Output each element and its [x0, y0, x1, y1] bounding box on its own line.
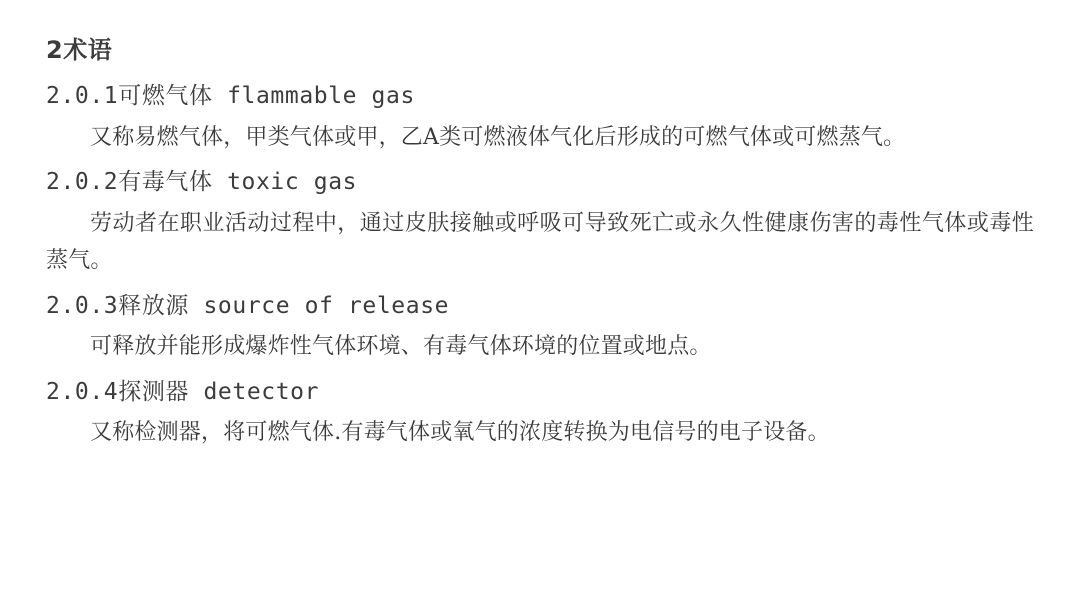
term-heading: 2.0.2有毒气体 toxic gas	[46, 169, 358, 196]
page-title: 2术语	[46, 36, 113, 64]
term-definition: 又称检测器，将可燃气体.有毒气体或氧气的浓度转换为电信号的电子设备。	[90, 420, 830, 446]
term-entry	[46, 290, 1034, 366]
term-heading: 2.0.1可燃气体 flammable gas	[46, 83, 415, 110]
term-entry	[46, 376, 1034, 452]
term-entry	[46, 80, 1034, 156]
term-definition: 劳动者在职业活动过程中，通过皮肤接触或呼吸可导致死亡或永久性健康伤害的毒性气体或毒性蒸气。	[46, 210, 1034, 274]
document-body	[46, 34, 1034, 452]
term-heading: 2.0.3释放源 source of release	[46, 293, 450, 320]
term-definition: 又称易燃气体，甲类气体或甲，乙A类可燃液体气化后形成的可燃气体或可燃蒸气。	[90, 124, 906, 150]
term-definition: 可释放并能形成爆炸性气体环境、有毒气体环境的位置或地点。	[90, 334, 712, 360]
term-entry	[46, 166, 1034, 280]
term-heading: 2.0.4探测器 detector	[46, 379, 320, 406]
